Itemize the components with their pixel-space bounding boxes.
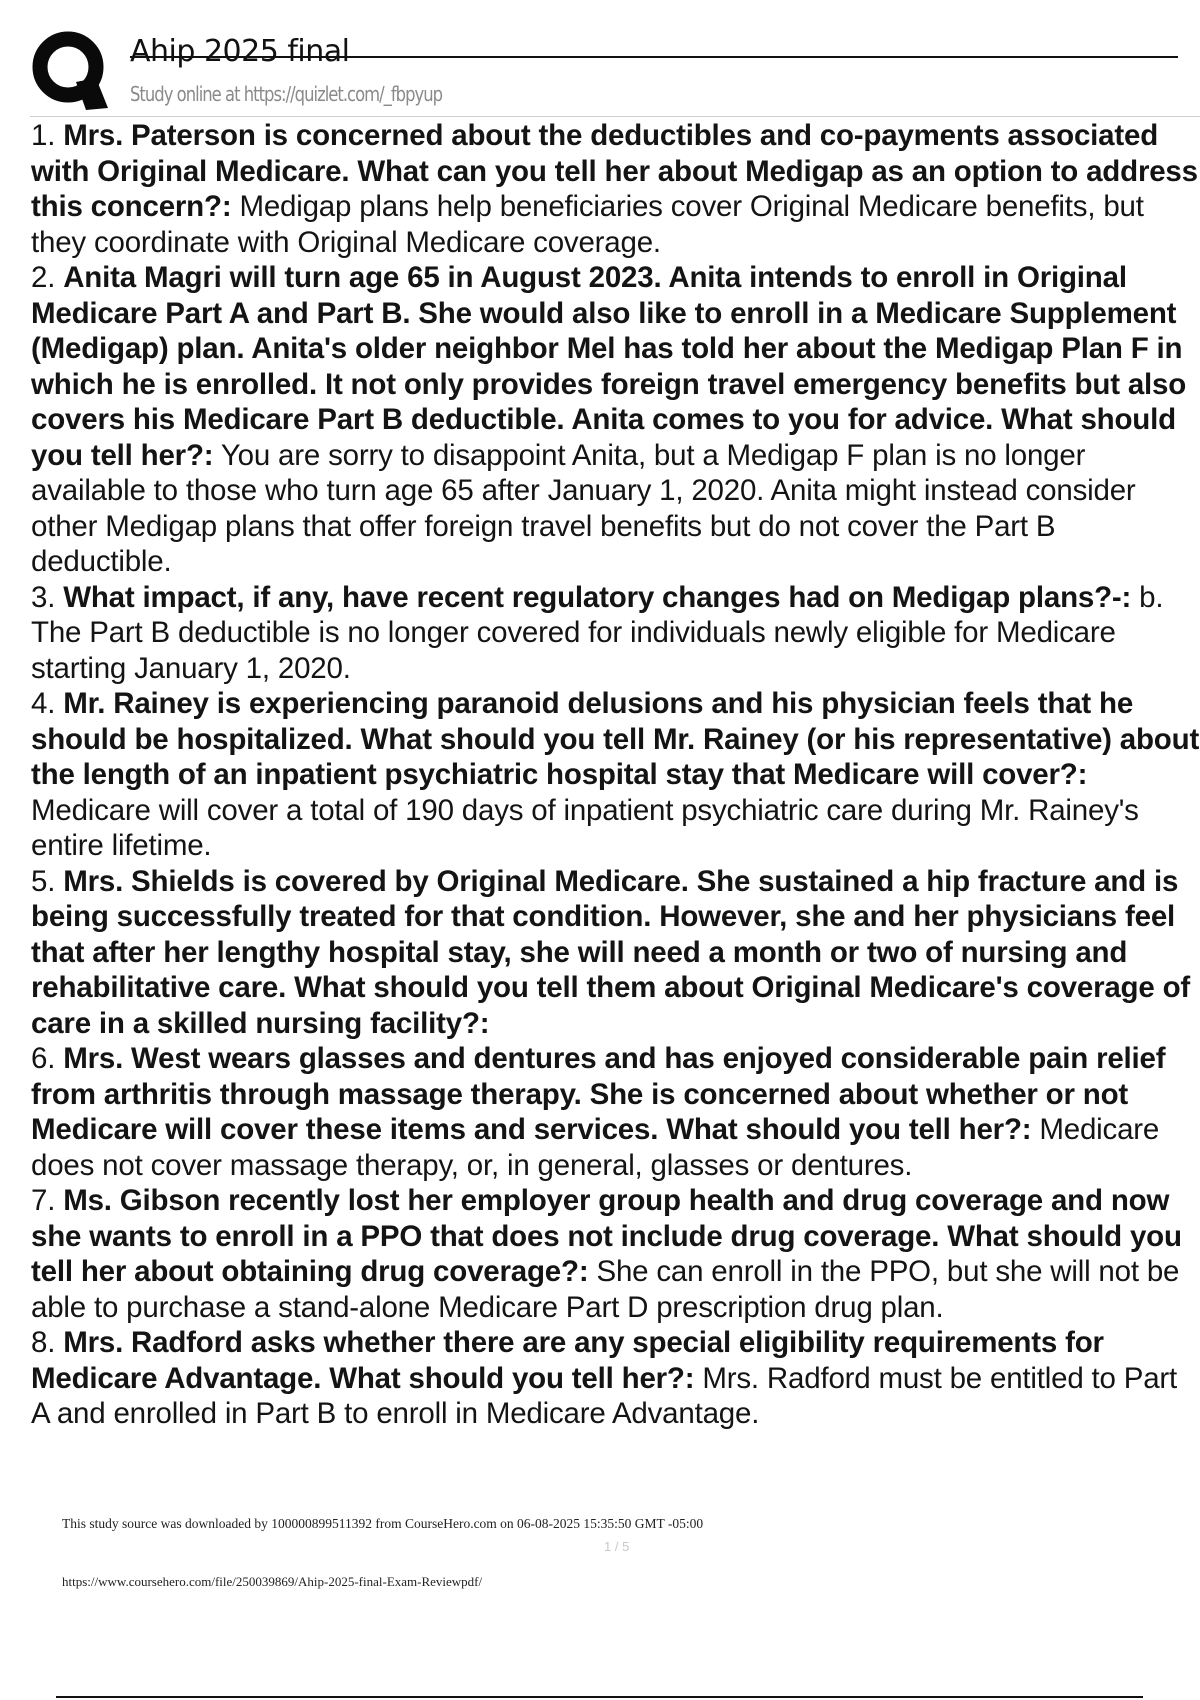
qa-item	[31, 1325, 1200, 1432]
item-number: 3.	[31, 580, 64, 614]
item-number: 1.	[31, 119, 64, 152]
footer-divider	[56, 1696, 1143, 1698]
item-answer: b. The Part B deductible is no longer covered for individuals newly eligible for Medicare starting January 1, 2020.	[31, 580, 1164, 685]
item-number: 7.	[31, 1184, 64, 1217]
item-question: What impact, if any, have recent regulatory changes had on Medigap plans?-:	[63, 580, 1132, 614]
item-question: Ms. Gibson recently lost her employer group health and drug coverage and now she wants to enroll in a PPO that does not include drug coverage. What should you tell her about obtaining drug coverage?:	[31, 1184, 1182, 1288]
item-question: Mrs. Paterson is concerned about the deductibles and co-payments associated with Original Medicare. What can you tell her about Medigap as an option to address this concern?:	[31, 119, 1198, 223]
header-divider	[30, 116, 1200, 117]
item-question: Mrs. Radford asks whether there are any special eligibility requirements for Medicare Advantage. What should you tell her?:	[31, 1326, 1104, 1395]
document-header	[0, 0, 1200, 120]
item-number: 8.	[31, 1326, 64, 1359]
item-answer: Medicare does not cover massage therapy, or, in general, glasses or dentures.	[31, 1113, 1160, 1182]
item-number: 5.	[31, 864, 64, 898]
item-question: Mrs. Shields is covered by Original Medicare. She sustained a hip fracture and is being successfully treated for that condition. However, she and her physicians feel that after her lengthy hospital stay, she will need a month or two of nursing and rehabilitative care. What should you tell them about Original Medicare's coverage of care in a skilled nursing facility?:	[31, 864, 1191, 1040]
qa-item	[31, 580, 1200, 687]
question-list	[31, 118, 1200, 1432]
item-answer: Medicare will cover a total of 190 days of inpatient psychiatric care during Mr. Rainey's entire lifetime.	[31, 793, 1139, 862]
qa-item	[31, 1183, 1200, 1325]
item-number: 2.	[31, 261, 64, 294]
item-number: 4.	[31, 687, 64, 720]
item-answer: Medigap plans help beneficiaries cover Original Medicare benefits, but they coordinate with Original Medicare coverage.	[31, 190, 1144, 259]
qa-item	[31, 864, 1200, 1042]
download-source-note: This study source was downloaded by 100000899511392 from CourseHero.com on 06-08-2025 15:35:50 GMT -05:00	[62, 1516, 704, 1531]
item-question: Mrs. West wears glasses and dentures and has enjoyed considerable pain relief from arthritis through massage therapy. She is concerned about whether or not Medicare will cover these items and services. What should you tell her?:	[31, 1042, 1166, 1146]
document-title: Ahip 2025 final	[130, 34, 350, 69]
qa-item	[31, 118, 1200, 260]
source-url-link[interactable]: https://www.coursehero.com/file/250039869/Ahip-2025-final-Exam-Reviewpdf/	[62, 1574, 483, 1589]
quizlet-q-logo-icon	[30, 30, 112, 112]
item-answer: You are sorry to disappoint Anita, but a Medigap F plan is no longer available to those who turn age 65 after January 1, 2020. Anita might instead consider other Medigap plans that offer foreign travel benefits but do not cover the Part B deductible.	[31, 438, 1136, 578]
item-answer: She can enroll in the PPO, but she will not be able to purchase a stand-alone Medicare Part D prescription drug plan.	[31, 1255, 1180, 1324]
item-answer: Mrs. Radford must be entitled to Part A and enrolled in Part B to enroll in Medicare Advantage.	[31, 1361, 1178, 1430]
qa-item	[31, 260, 1200, 580]
page-indicator: 1 / 5	[604, 1539, 630, 1554]
qa-item	[31, 1041, 1200, 1183]
study-online-link[interactable]: Study online at https://quizlet.com/_fbpyup	[130, 82, 443, 106]
title-rule	[130, 56, 1178, 58]
item-question: Anita Magri will turn age 65 in August 2023. Anita intends to enroll in Original Medicare Part A and Part B. She would also like to enroll in a Medicare Supplement (Medigap) plan. Anita's older neighbor Mel has told her about the Medigap Plan F in which he is enrolled. It not only provides foreign travel emergency benefits but also covers his Medicare Part B deductible. Anita comes to you for advice. What should you tell her?:	[31, 261, 1187, 472]
item-question: Mr. Rainey is experiencing paranoid delusions and his physician feels that he should be hospitalized. What should you tell Mr. Rainey (or his representative) about the length of an inpatient psychiatric hospital stay that Medicare will cover?:	[31, 687, 1200, 791]
item-number: 6.	[31, 1042, 64, 1075]
qa-item	[31, 686, 1200, 864]
